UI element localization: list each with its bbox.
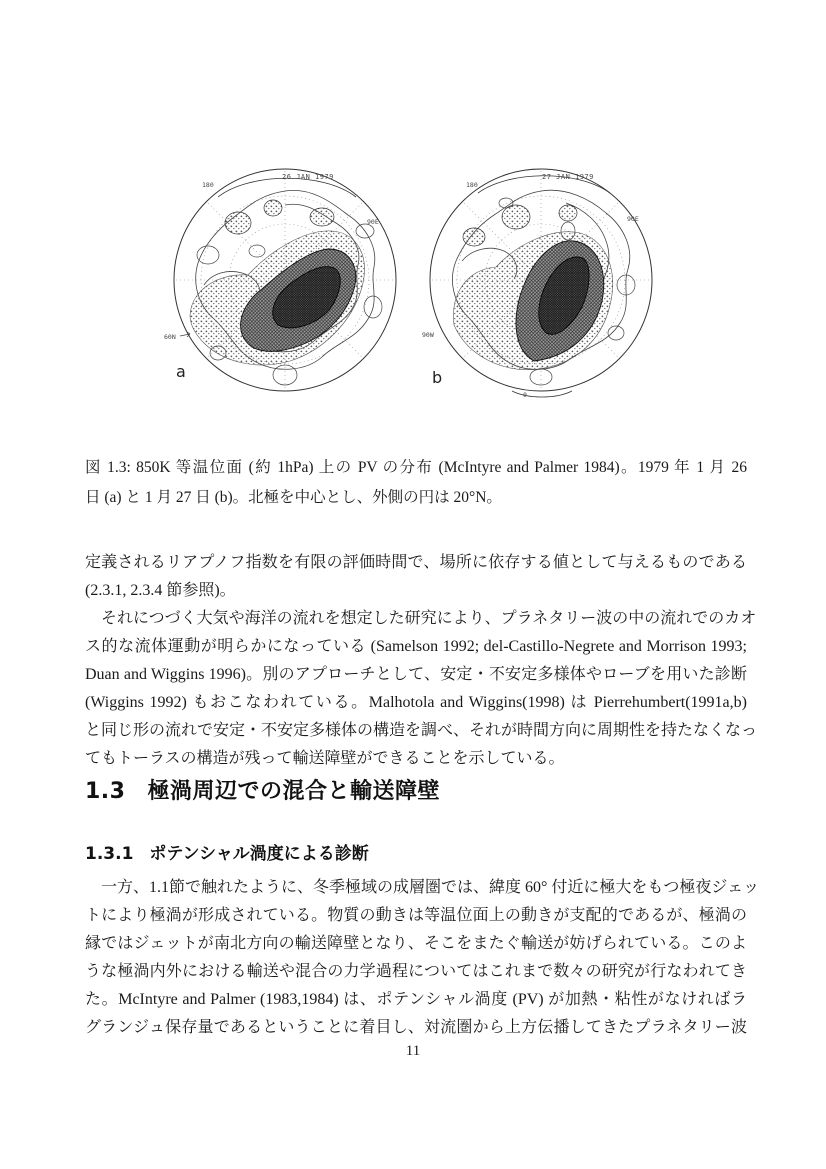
label-0: 0 — [523, 391, 527, 399]
polar-vortex-blob — [241, 249, 356, 351]
panel-letter-a: a — [176, 362, 186, 381]
body-line: グランジュ保存量であるということに着目し、対流圏から上方伝播してきたプラネタリー波 — [85, 1019, 747, 1036]
date-label: 26 JAN 1979 — [282, 173, 334, 181]
section-heading-1-3 — [85, 774, 440, 805]
body-line: それにつづく大気や海洋の流れを想定した研究により、プラネタリー波の中の流れでのカオ — [85, 610, 757, 627]
paragraph-lyapunov — [85, 549, 747, 605]
panel-letter-b: b — [432, 368, 443, 387]
body-line: Duan and Wiggins 1996)。別のアプローチとして、安定・不安定多様体やローブを用いた診断 — [85, 666, 747, 683]
subsection-number: 1.3.1 — [85, 844, 134, 864]
figure-caption — [85, 453, 747, 513]
paragraph-polar-vortex — [85, 874, 760, 1042]
label-180: 180 — [466, 181, 478, 189]
body-line: てもトーラスの構造が残って輸送障壁ができることを示している。 — [85, 750, 565, 767]
date-label: 27 JAN 1979 — [542, 173, 594, 181]
body-line: た。McIntyre and Palmer (1983,1984) は、ポテンシャル渦度 (PV) が加熱・粘性がなければラ — [85, 991, 747, 1008]
figure-1-3 — [0, 165, 826, 405]
label-90w: 90W — [422, 331, 434, 339]
paragraph-chaos-studies — [85, 605, 758, 773]
label-60n-arrow — [180, 331, 190, 337]
section-title: 極渦周辺での混合と輸送障壁 — [147, 779, 440, 804]
label-90e: 90E — [627, 215, 639, 223]
body-line: ス的な流体運動が明らかになっている (Samelson 1992; del-Castillo-Negrete and Morrison 1993; — [85, 638, 747, 655]
body-line: うな極渦内外における輸送や混合の力学過程についてはこれまで数々の研究が行なわれてき — [85, 963, 747, 980]
label-180: 180 — [202, 181, 214, 189]
body-line: と同じ形の流れで安定・不安定多様体の構造を調べ、それが時間方向に周期性を持たなくなっ — [85, 722, 758, 739]
body-line: (Wiggins 1992) もおこなわれている。Malhotola and Wiggins(1998) は Pierrehumbert(1991a,b) — [85, 694, 747, 711]
body-line: 縁ではジェットが南北方向の輸送障壁となり、そこをまたぐ輸送が妨げられている。このよ — [85, 935, 747, 952]
polar-pv-map-a — [160, 165, 410, 405]
body-line: 定義されるリアプノフ指数を有限の評価時間で、場所に依存する値として与えるものである — [85, 554, 747, 571]
body-line: 一方、1.1節で触れたように、冬季極域の成層圏では、緯度 60° 付近に極大をもつ極夜ジェッ — [85, 879, 760, 896]
figure-panel-b — [416, 165, 666, 405]
caption-line: 図 1.3: 850K 等温位面 (約 1hPa) 上の PV の分布 (McIntyre and Palmer 1984)。1979 年 1 月 26 — [85, 459, 747, 476]
body-line: トにより極渦が形成されている。物質の動きは等温位面上の動きが支配的であるが、極渦の — [85, 907, 747, 924]
subsection-title: ポテンシャル渦度による診断 — [149, 844, 369, 864]
figure-panel-a — [160, 165, 410, 405]
stipple-patches — [225, 200, 334, 234]
caption-line: 日 (a) と 1 月 27 日 (b)。北極を中心とし、外側の円は 20°N。 — [85, 489, 502, 506]
label-90e: 90E — [367, 218, 379, 226]
page-number: 11 — [405, 1043, 421, 1059]
body-line: (2.3.1, 2.3.4 節参照)。 — [85, 582, 236, 599]
subsection-heading-1-3-1 — [85, 839, 369, 864]
polar-pv-map-b — [416, 165, 666, 405]
label-60n: 60N — [164, 333, 176, 341]
section-number: 1.3 — [85, 779, 126, 804]
